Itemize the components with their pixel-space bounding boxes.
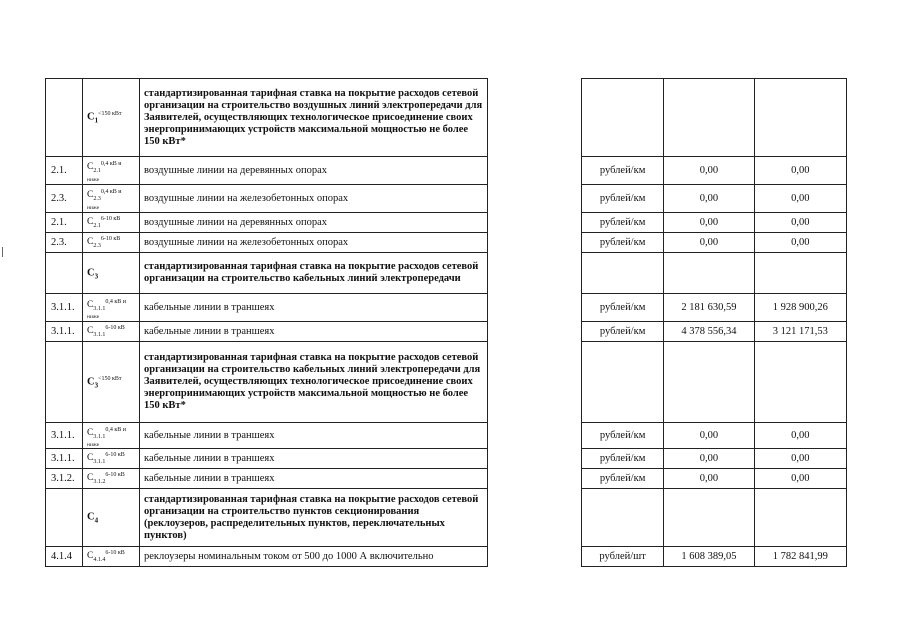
rate-code	[83, 423, 140, 449]
row-number: 2.3.	[46, 185, 83, 213]
code-superscript: 6-10 кВ	[105, 472, 125, 479]
unit-cell: рублей/км	[582, 322, 664, 342]
code-superscript: 0,4 кВ и	[100, 189, 122, 196]
unit-cell: рублей/км	[582, 233, 664, 253]
value-cell-2: 0,00	[754, 213, 846, 233]
code-superscript: 6-10 кВ	[105, 452, 125, 459]
code-subscript: 4	[94, 517, 99, 526]
unit-cell	[582, 489, 664, 547]
value-cell-1: 0,00	[664, 449, 754, 469]
table-row	[46, 185, 488, 213]
row-number: 3.1.1.	[46, 423, 83, 449]
value-cell-2: 0,00	[754, 157, 846, 185]
value-cell-2	[754, 342, 846, 423]
code-superscript: <150 кВт	[98, 375, 122, 382]
rate-description: кабельные линии в траншеях	[140, 469, 488, 489]
table-row	[582, 342, 847, 423]
row-number	[46, 79, 83, 157]
rate-code	[83, 79, 140, 157]
code-subscript: 2.1	[93, 168, 101, 175]
table-row	[46, 294, 488, 322]
rate-description: кабельные линии в траншеях	[140, 449, 488, 469]
table-row	[46, 423, 488, 449]
code-superscript: 6-10 кВ	[100, 216, 121, 222]
unit-cell: рублей/км	[582, 423, 664, 449]
rate-code	[83, 547, 140, 567]
code-subscript: 2.1	[93, 223, 101, 230]
code-superscript: 0,4 кВ и	[100, 161, 122, 168]
table-row	[582, 253, 847, 294]
code-subscript: 4.1.4	[93, 557, 106, 564]
rate-description: кабельные линии в траншеях	[140, 322, 488, 342]
code-base: С	[87, 267, 95, 279]
row-number: 2.1.	[46, 157, 83, 185]
rate-description: кабельные линии в траншеях	[140, 423, 488, 449]
table-row	[582, 547, 847, 567]
table-row	[582, 294, 847, 322]
table-row	[46, 322, 488, 342]
value-cell-1	[664, 489, 754, 547]
table-row	[46, 489, 488, 547]
code-base: С	[87, 162, 94, 173]
code-superscript: 0,4 кВ и	[105, 426, 126, 433]
value-cell-1: 0,00	[664, 233, 754, 253]
code-qualifier: ниже	[87, 204, 100, 211]
code-subscript: 2.3	[93, 196, 101, 203]
rate-code	[83, 342, 140, 423]
unit-cell: рублей/км	[582, 157, 664, 185]
rate-code	[83, 213, 140, 233]
value-cell-1: 0,00	[664, 469, 754, 489]
row-number: 2.1.	[46, 213, 83, 233]
row-number: 4.1.4	[46, 547, 83, 567]
row-number	[46, 253, 83, 294]
unit-cell: рублей/км	[582, 185, 664, 213]
code-superscript: <150 кВт	[98, 111, 122, 118]
code-superscript: 6-10 кВ	[105, 550, 125, 557]
row-number: 3.1.2.	[46, 469, 83, 489]
rate-code	[83, 469, 140, 489]
unit-cell: рублей/км	[582, 469, 664, 489]
table-row	[582, 185, 847, 213]
value-cell-1: 4 378 556,34	[664, 322, 754, 342]
table-row	[582, 322, 847, 342]
value-cell-2: 0,00	[754, 423, 846, 449]
code-subscript: 3.1.1	[93, 332, 106, 339]
unit-cell	[582, 253, 664, 294]
code-subscript: 3.1.1	[93, 305, 106, 312]
code-subscript: 1	[94, 116, 99, 125]
code-subscript: 3.1.1	[93, 459, 106, 466]
unit-cell: рублей/км	[582, 449, 664, 469]
code-base: С	[87, 551, 94, 562]
value-cell-2: 0,00	[754, 469, 846, 489]
row-number: 3.1.1.	[46, 294, 83, 322]
table-row	[46, 342, 488, 423]
rate-code	[83, 322, 140, 342]
value-cell-2: 1 782 841,99	[754, 547, 846, 567]
unit-cell: рублей/шт	[582, 547, 664, 567]
value-cell-1: 0,00	[664, 423, 754, 449]
code-subscript: 3.1.2	[93, 479, 106, 486]
table-row	[46, 449, 488, 469]
row-number: 2.3.	[46, 233, 83, 253]
code-subscript: 3.1.1	[93, 433, 106, 440]
unit-cell: рублей/км	[582, 213, 664, 233]
table-row	[46, 233, 488, 253]
table-row	[582, 489, 847, 547]
code-base: С	[87, 237, 94, 248]
value-cell-1: 2 181 630,59	[664, 294, 754, 322]
rate-code	[83, 185, 140, 213]
rate-description: воздушные линии на железобетонных опорах	[140, 233, 488, 253]
rate-code	[83, 253, 140, 294]
rate-description: стандартизированная тарифная ставка на покрытие расходов сетевой организации на строительство кабельных линий электропередачи	[140, 253, 488, 294]
value-cell-2: 0,00	[754, 233, 846, 253]
code-subscript: 3	[94, 381, 99, 390]
rate-code	[83, 294, 140, 322]
table-row	[582, 157, 847, 185]
code-qualifier: ниже	[87, 313, 100, 320]
rate-code	[83, 157, 140, 185]
value-cell-2	[754, 489, 846, 547]
rate-description: стандартизированная тарифная ставка на покрытие расходов сетевой организации на строительство кабельных линий электропередачи для Заявителей, осуществляющих технологическое присоединение своих энергопринимающих устройств максимальной мощностью не более 150 кВт*	[140, 342, 488, 423]
code-qualifier: ниже	[87, 176, 100, 183]
unit-cell: рублей/км	[582, 294, 664, 322]
value-cell-1: 0,00	[664, 185, 754, 213]
code-base: С	[87, 453, 94, 464]
value-cell-2	[754, 253, 846, 294]
margin-mark	[2, 247, 3, 257]
code-subscript: 3	[94, 272, 99, 281]
code-qualifier: ниже	[87, 441, 100, 448]
rate-code	[83, 233, 140, 253]
value-cell-1: 0,00	[664, 157, 754, 185]
row-number	[46, 489, 83, 547]
value-cell-1: 1 608 389,05	[664, 547, 754, 567]
rate-description: кабельные линии в траншеях	[140, 294, 488, 322]
table-row	[46, 547, 488, 567]
value-cell-2: 3 121 171,53	[754, 322, 846, 342]
rate-description: воздушные линии на деревянных опорах	[140, 157, 488, 185]
value-cell-2: 0,00	[754, 185, 846, 213]
rate-description: стандартизированная тарифная ставка на покрытие расходов сетевой организации на строительство пунктов секционирования (реклоузеров, распределительных пунктов, переключательных пунктов)	[140, 489, 488, 547]
table-row	[582, 233, 847, 253]
value-cell-2: 0,00	[754, 449, 846, 469]
tariff-table-left	[45, 78, 488, 567]
table-row	[582, 213, 847, 233]
row-number: 3.1.1.	[46, 322, 83, 342]
code-base: С	[87, 511, 95, 523]
code-superscript: 6-10 кВ	[105, 325, 125, 332]
code-superscript: 6-10 кВ	[100, 236, 121, 243]
unit-cell	[582, 342, 664, 423]
table-row	[582, 449, 847, 469]
value-cell-1	[664, 253, 754, 294]
code-base: С	[87, 376, 95, 388]
code-base: С	[87, 111, 95, 123]
code-base: С	[87, 217, 94, 228]
table-row	[582, 79, 847, 157]
row-number: 3.1.1.	[46, 449, 83, 469]
table-row	[46, 213, 488, 233]
value-cell-2	[754, 79, 846, 157]
code-base: С	[87, 190, 94, 201]
table-row	[582, 423, 847, 449]
value-cell-1	[664, 342, 754, 423]
value-cell-2: 1 928 900,26	[754, 294, 846, 322]
table-row	[582, 469, 847, 489]
table-row	[46, 469, 488, 489]
code-base: С	[87, 299, 94, 310]
rate-description: воздушные линии на железобетонных опорах	[140, 185, 488, 213]
rate-code	[83, 449, 140, 469]
rate-description: стандартизированная тарифная ставка на покрытие расходов сетевой организации на строительство воздушных линий электропередачи для Заявителей, осуществляющих технологическое присоединение своих энергопринимающих устройств максимальной мощностью не более 150 кВт*	[140, 79, 488, 157]
rate-description: реклоузеры номинальным током от 500 до 1000 А включительно	[140, 547, 488, 567]
rate-description: воздушные линии на деревянных опорах	[140, 213, 488, 233]
value-cell-1	[664, 79, 754, 157]
table-row	[46, 157, 488, 185]
table-row	[46, 79, 488, 157]
row-number	[46, 342, 83, 423]
unit-cell	[582, 79, 664, 157]
value-cell-1: 0,00	[664, 213, 754, 233]
code-base: С	[87, 427, 94, 438]
table-row	[46, 253, 488, 294]
code-base: С	[87, 473, 94, 484]
code-superscript: 0,4 кВ и	[105, 298, 126, 305]
code-base: С	[87, 326, 94, 337]
rate-code	[83, 489, 140, 547]
code-subscript: 2.3	[93, 243, 101, 250]
tariff-table-right	[581, 78, 847, 567]
